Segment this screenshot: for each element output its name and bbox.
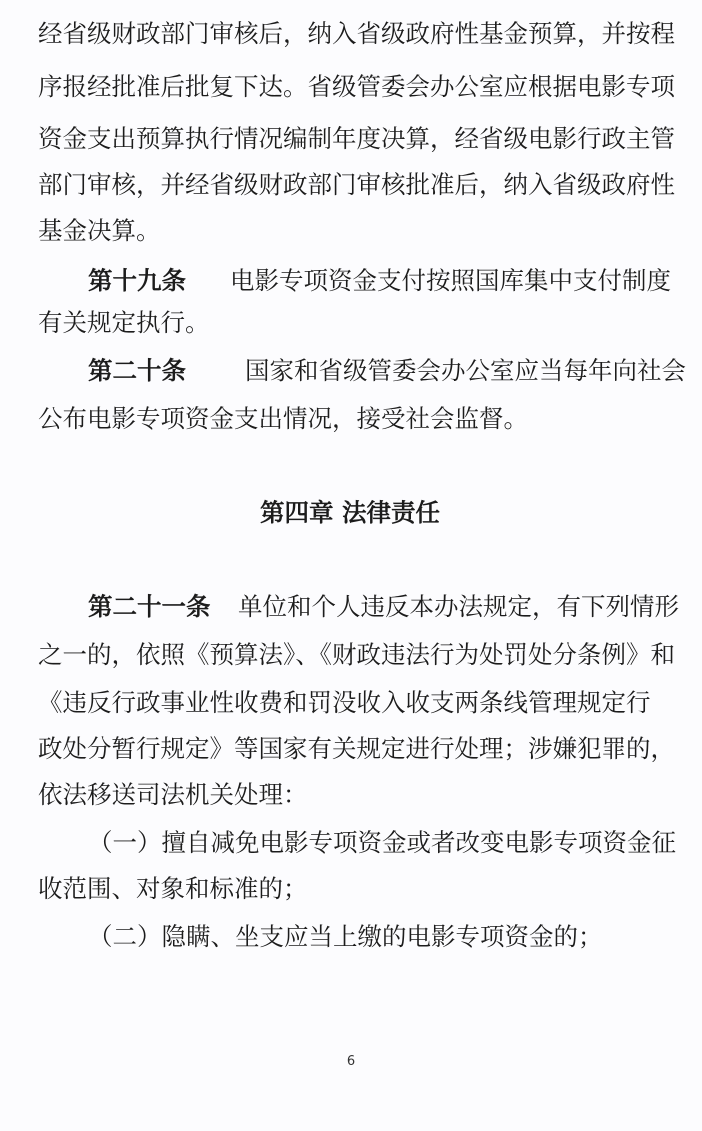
page-number: 6 <box>346 1054 356 1069</box>
line-text: 部门审核，并经省级财政部门审核批准后，纳入省级政府性 <box>38 170 675 199</box>
line-text: 依法移送司法机关处理： <box>38 780 308 809</box>
text-line <box>0 11 702 57</box>
article-heading: 第二十一条 <box>88 592 211 621</box>
text-line <box>0 162 702 208</box>
line-text: 经省级财政部门审核后，纳入省级政府性基金预算，并按程 <box>38 19 675 48</box>
text-line <box>0 208 702 254</box>
line-text: 《违反行政事业性收费和罚没收入收支两条线管理规定行 <box>38 688 651 717</box>
clause-1-first-line <box>0 820 702 866</box>
text-line <box>0 396 702 442</box>
text-line <box>0 772 702 818</box>
text-line <box>0 680 702 726</box>
line-text: 公布电影专项资金支出情况，接受社会监督。 <box>38 404 528 433</box>
text-line <box>0 866 702 912</box>
line-text: 政处分暂行规定》等国家有关规定进行处理；涉嫌犯罪的， <box>38 734 675 763</box>
article-19-first-line <box>0 258 702 304</box>
chapter-title: 第四章 法律责任 <box>260 498 441 527</box>
article-21-first-line <box>0 584 702 630</box>
clause-text: （一）擅自减免电影专项资金或者改变电影专项资金征 <box>88 828 676 857</box>
text-line <box>0 300 702 346</box>
line-text: 之一的，依照《预算法》、《财政违法行为处罚处分条例》和 <box>38 640 675 669</box>
article-heading: 第十九条 <box>88 266 186 295</box>
article-text: 国家和省级管委会办公室应当每年向社会 <box>245 356 686 385</box>
clause-text: （二）隐瞒、坐支应当上缴的电影专项资金的； <box>88 922 603 951</box>
article-heading: 第二十条 <box>88 356 186 385</box>
article-text: 单位和个人违反本办法规定，有下列情形 <box>238 592 679 621</box>
line-text: 资金支出预算执行情况编制年度决算，经省级电影行政主管 <box>38 124 675 153</box>
text-line <box>0 64 702 110</box>
text-line <box>0 632 702 678</box>
chapter-title-line <box>0 490 702 536</box>
line-text: 序报经批准后批复下达。省级管委会办公室应根据电影专项 <box>38 72 675 101</box>
article-text: 电影专项资金支付按照国库集中支付制度 <box>230 266 671 295</box>
clause-2-line <box>0 914 702 960</box>
line-text: 基金决算。 <box>38 216 161 245</box>
article-20-first-line <box>0 348 702 394</box>
text-line <box>0 116 702 162</box>
line-text: 收范围、对象和标准的； <box>38 874 308 903</box>
line-text: 有关规定执行。 <box>38 308 210 337</box>
text-line <box>0 726 702 772</box>
